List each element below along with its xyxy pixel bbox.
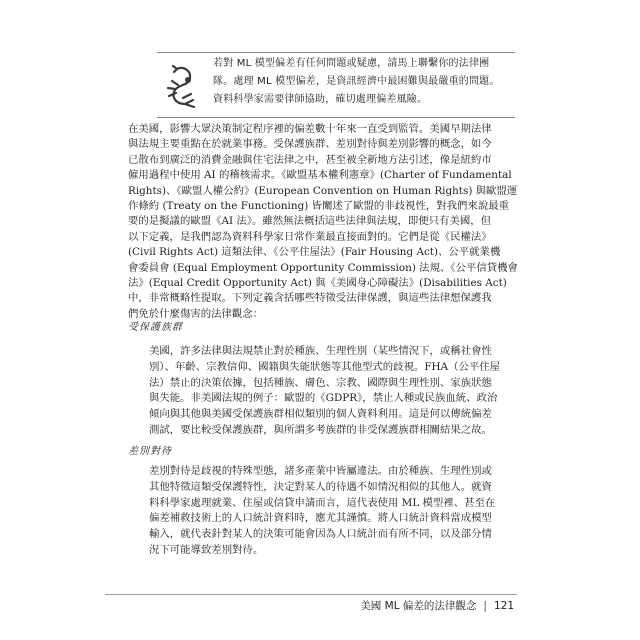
text-line: 法）禁止的決策依據，包括種族、膚色、宗教、國際與生理性別、家族狀態 [149,376,492,389]
text-line: 法》(Equal Credit Opportunity Act) 與《美國身心障礙法》(Disabilities Act) [128,277,507,290]
text-line: 們免於什麼傷害的法律觀念： [128,307,264,320]
text-line: 已散布到廣泛的消費金融與住宅法律之中，甚至被全新地方法引述，像是紐約市 [128,153,492,166]
text-line: 料科學家處理就業、住屋或信貸申請而言，這代表使用 ML 模型裡、甚至在 [149,496,496,509]
text-line: 差別對待是歧視的特殊型態，諸多產業中皆屬違法。由於種族、生理性別或 [149,465,492,477]
text-line: 美國，許多法律與法規禁止對於種族、生理性別（某些情況下，或稱社會性 [149,345,492,357]
section-heading-disparate-treatment: 差別對待 [128,446,172,457]
text-line: 其他特徵這類受保護特性，決定對某人的待遇不如情況相似的其他人。就資 [149,480,492,493]
text-line: 況下可能導致差別對待。 [149,543,264,556]
text-line: (Civil Rights Act) 這類法律、《公平住屋法》(Fair Housing Act)、公平就業機 [128,246,501,259]
definition-protected-groups [149,344,519,439]
section-heading-protected-groups: 受保護族群 [128,322,183,333]
text-line: 與失能。非美國法規的例子：歐盟的《GDPR》，禁止人種或民族血統、政治 [149,392,498,405]
text-line: 在美國，影響大眾決策制定程序裡的偏差數十年來一直受到監管。美國早期法律 [128,123,492,135]
note-line: 隊。處理 ML 模型偏差，是資訊經濟中最困難與最嚴重的問題。 [213,76,500,87]
text-line: 與法規主要重點在於就業事務。受保護族群、差別對待與差別影響的概念，如今 [128,138,492,151]
page-footer [360,598,514,613]
footer-divider [105,594,517,595]
page-number: 121 [493,600,514,612]
text-line: 中，非常概略性提取。下列定義含括哪些特徵受法律保護，與這些法律想保護我 [128,292,492,305]
text-line: 別）、年齡、宗教信仰、國籍與失能狀態等其他型式的歧視。FHA（公平住屋 [149,360,501,373]
scorpion-icon [163,60,201,110]
text-line: 要的是擬議的歐盟《AI 法》。雖然無法概括這些法律與法規，即便只有美國，但 [128,215,491,228]
text-line: 測試，要比較受保護族群，與所謂多考族群的非受保護族群相關結果之故。 [149,423,492,436]
chapter-title: 美國 ML 偏差的法律觀念 [360,600,477,612]
intro-paragraph [128,122,518,322]
note-line: 資料科學家需要律師協助，確切處理偏差風險。 [213,94,428,105]
text-line: Rights)、《歐盟人權公約》(European Convention on Human Rights) 與歐盟運 [128,184,518,197]
text-line: 作條約 (Treaty on the Functioning) 皆闡述了歐盟的非歧視性，對我們來說最重 [128,200,509,213]
text-line: 僱用過程中使用 AI 的稽核需求。《歐盟基本權利憲章》(Charter of Fundamental [128,169,512,182]
text-line: 偏差補救技術上的人口統計資料時，應尤其謹慎。將人口統計資料當成模型 [149,512,492,525]
text-line: 會委員會 (Equal Employment Opportunity Commission) 法規、《公平信貸機會 [128,261,518,274]
warning-note [157,52,515,118]
definition-disparate-treatment [149,464,519,559]
text-line: 輸入，就代表針對某人的決策可能會因為人口統計而有所不同，以及部分情 [149,528,492,541]
footer-separator: | [483,600,487,612]
note-text [213,55,513,109]
text-line: 傾向與其他與美國受保護族群相似類別的個人資料利用。這是何以傳統偏差 [149,408,492,421]
text-line: 以下定義，是我們認為資料科學家日常作業最直接面對的。它們是從《民權法》 [128,230,492,243]
note-line: 若對 ML 模型偏差有任何問題或疑慮，請馬上聯繫你的法律團 [213,58,490,69]
